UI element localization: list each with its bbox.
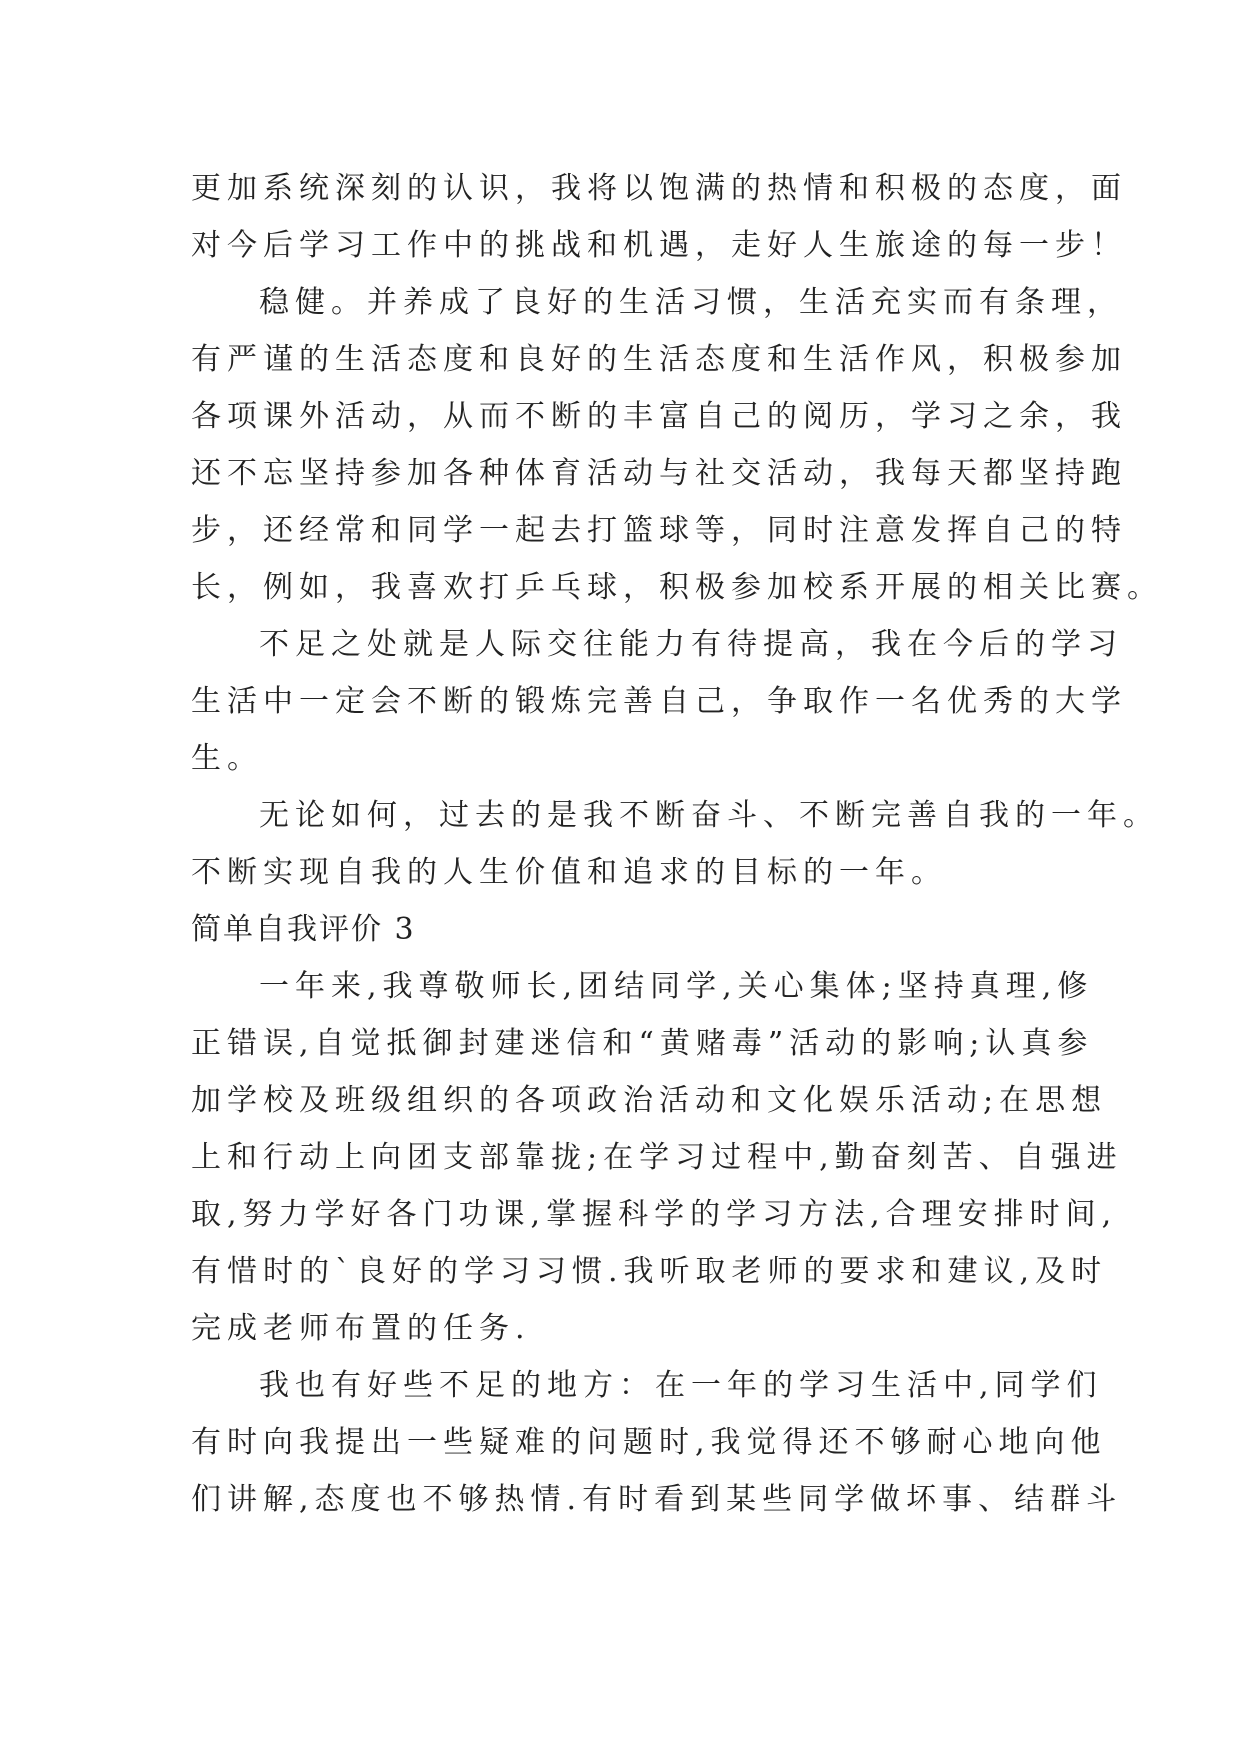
text-line: 取,努力学好各门功课,掌握科学的学习方法,合理安排时间, [191,1197,1118,1232]
text-line: 稳健。并养成了良好的生活习惯，生活充实而有条理， [259,285,1123,320]
paragraph [191,616,1127,787]
text-line: 对今后学习工作中的挑战和机遇，走好人生旅途的每一步！ [191,228,1127,263]
text-line: 生。 [191,741,263,776]
paragraph [191,958,1123,1357]
heading-text: 简单自我评价 3 [191,912,416,947]
text-line: 上和行动上向团支部靠拢;在学习过程中,勤奋刻苦、自强进 [191,1140,1123,1175]
text-line: 更加系统深刻的认识，我将以饱满的热情和积极的态度，面 [191,171,1127,206]
paragraph [191,1357,1123,1528]
text-line: 有严谨的生活态度和良好的生活态度和生活作风，积极参加 [191,342,1127,377]
paragraph [191,787,1159,901]
text-line: 们讲解,态度也不够热情.有时看到某些同学做坏事、结群斗 [191,1482,1123,1517]
text-line: 还不忘坚持参加各种体育活动与社交活动，我每天都坚持跑 [191,456,1127,491]
text-line: 长，例如，我喜欢打乒乓球，积极参加校系开展的相关比赛。 [191,570,1163,605]
paragraph-continuation [191,160,1127,274]
text-line: 有时向我提出一些疑难的问题时,我觉得还不够耐心地向他 [191,1425,1107,1460]
text-line: 完成老师布置的任务. [191,1311,531,1346]
text-line: 生活中一定会不断的锻炼完善自己，争取作一名优秀的大学 [191,684,1127,719]
text-line: 一年来,我尊敬师长,团结同学,关心集体;坚持真理,修 [259,969,1094,1004]
text-line: 有惜时的`良好的学习习惯.我听取老师的要求和建议,及时 [191,1254,1108,1289]
text-line: 不足之处就是人际交往能力有待提高，我在今后的学习 [259,627,1123,662]
text-line: 各项课外活动，从而不断的丰富自己的阅历，学习之余，我 [191,399,1127,434]
text-line: 加学校及班级组织的各项政治活动和文化娱乐活动;在思想 [191,1083,1108,1118]
text-line: 正错误,自觉抵御封建迷信和“黄赌毒”活动的影响;认真参 [191,1026,1094,1061]
section-heading [191,901,1061,958]
text-line: 步，还经常和同学一起去打篮球等，同时注意发挥自己的特 [191,513,1127,548]
document-body [191,160,1163,1528]
text-line: 我也有好些不足的地方：在一年的学习生活中,同学们 [259,1368,1103,1403]
text-line: 无论如何，过去的是我不断奋斗、不断完善自我的一年。 [259,798,1159,833]
paragraph [191,274,1163,616]
text-line: 不断实现自我的人生价值和追求的目标的一年。 [191,855,947,890]
